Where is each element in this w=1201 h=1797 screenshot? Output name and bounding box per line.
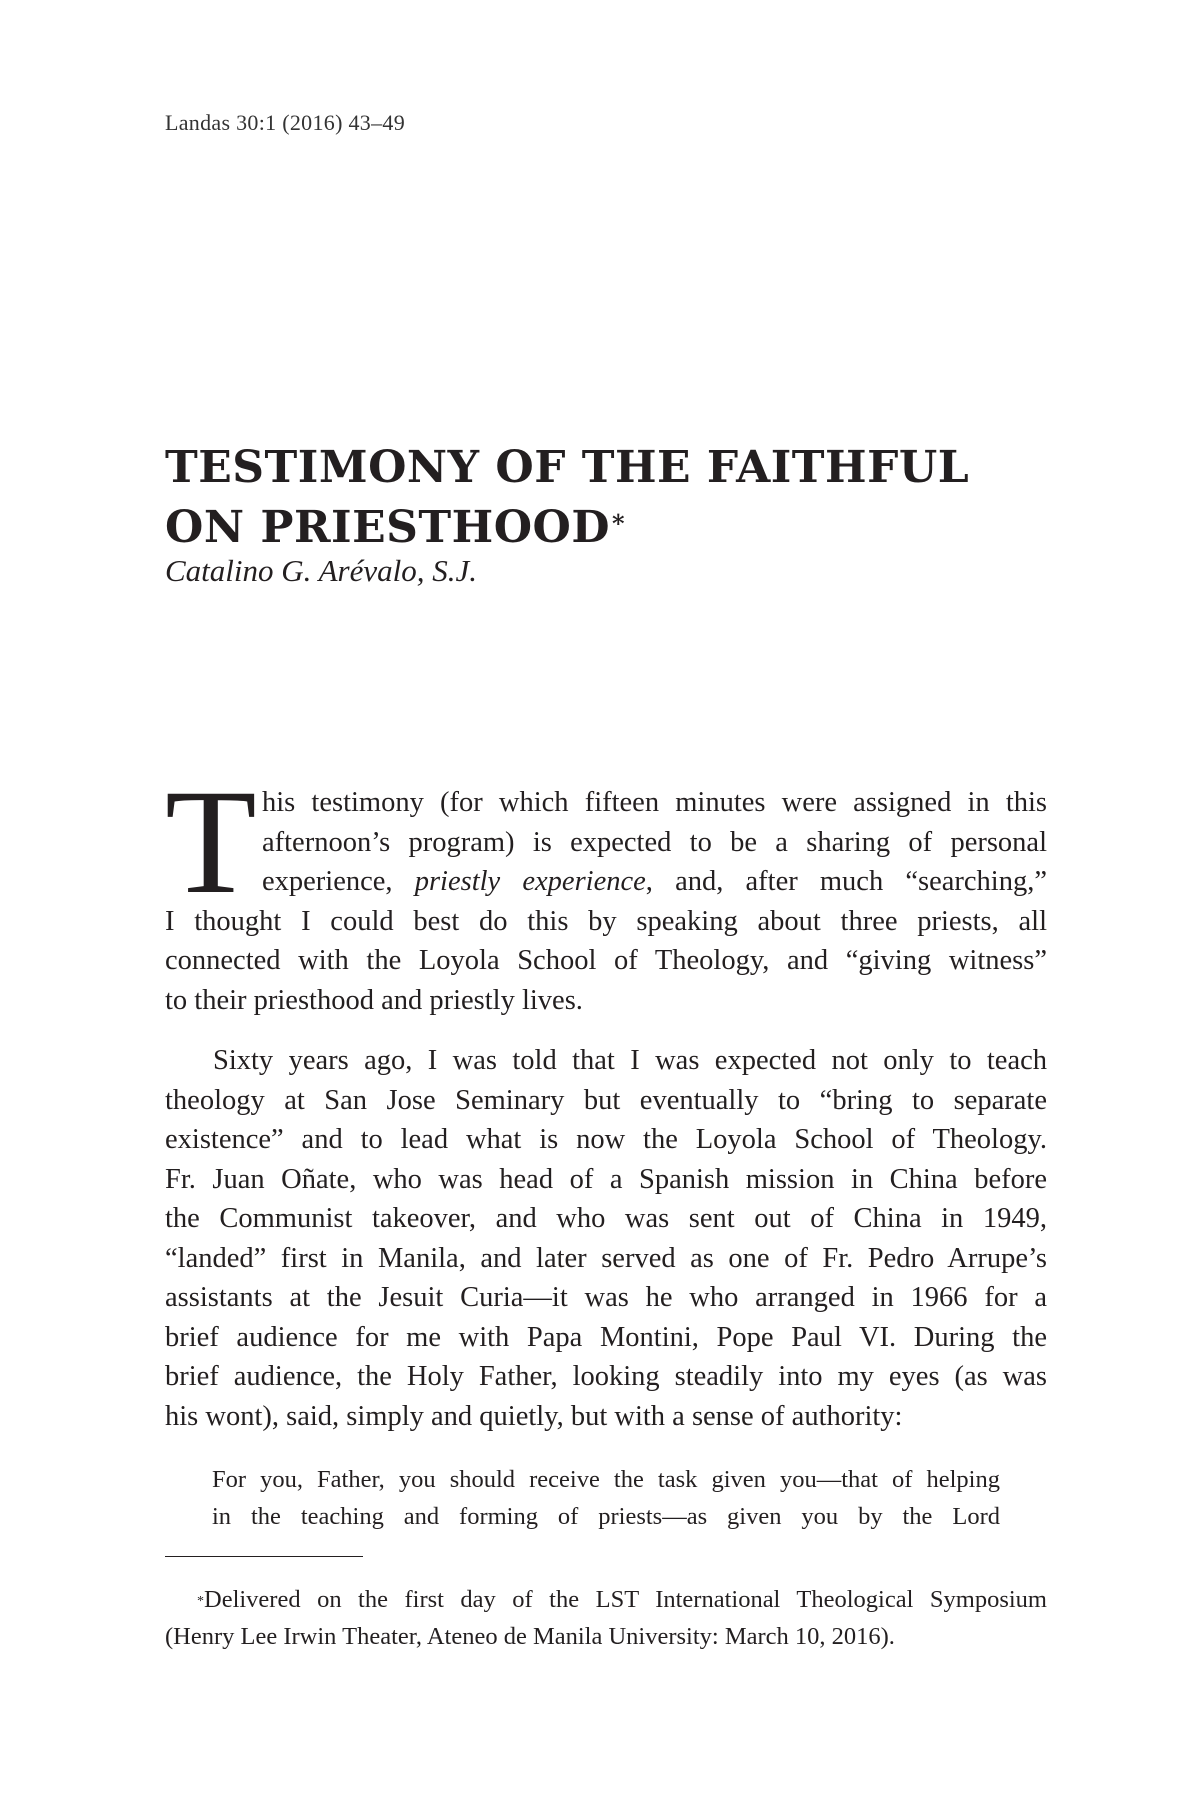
title-footnote-marker: * bbox=[612, 509, 626, 538]
paragraph-2-line: “landed” first in Manila, and later served as one of Fr. Pedro Arrupe’s bbox=[165, 1242, 1047, 1274]
paragraph-2-line: existence” and to lead what is now the Loyola School of Theology. bbox=[165, 1124, 1047, 1155]
paragraph-1-line: afternoon’s program) is expected to be a sharing of personal bbox=[262, 826, 1047, 858]
running-head: Landas 30:1 (2016) 43–49 bbox=[165, 110, 405, 135]
footnote-text: Delivered on the first day of the LST International Theological Symposium bbox=[204, 1586, 1047, 1613]
paragraph-1-text: experience, bbox=[262, 866, 393, 897]
paragraph-2-line: Sixty years ago, I was told that I was expected not only to teach bbox=[213, 1045, 1047, 1076]
footnote-line bbox=[165, 1581, 1047, 1618]
title-line-2 bbox=[165, 498, 1065, 558]
paragraph-2-line: brief audience, the Holy Father, looking steadily into my eyes (as was bbox=[165, 1361, 1047, 1392]
paragraph-1-line: his testimony (for which fifteen minutes were assigned in this bbox=[262, 787, 1047, 818]
emphasis-text: priestly experience bbox=[414, 866, 646, 897]
paragraph-2-line: theology at San Jose Seminary but eventually to “bring to separate bbox=[165, 1084, 1047, 1116]
block-quote bbox=[212, 1461, 1000, 1535]
article-title bbox=[165, 438, 1065, 558]
paragraph-1-line: to their priesthood and priestly lives. bbox=[165, 984, 583, 1016]
footnote-line: (Henry Lee Irwin Theater, Ateneo de Manila University: March 10, 2016). bbox=[165, 1623, 895, 1650]
title-line-2-text: ON PRIESTHOOD bbox=[165, 502, 611, 553]
paragraph-2-line: assistants at the Jesuit Curia—it was he who arranged in 1966 for a bbox=[165, 1282, 1047, 1313]
drop-cap: T bbox=[165, 759, 257, 925]
paragraph-2-line: the Communist takeover, and who was sent out of China in 1949, bbox=[165, 1203, 1047, 1234]
footnote-marker: * bbox=[197, 1594, 204, 1609]
author-byline: Catalino G. Arévalo, S.J. bbox=[165, 553, 477, 588]
paragraph-1-line: connected with the Loyola School of Theology, and “giving witness” bbox=[165, 945, 1047, 976]
paragraph-2-line: brief audience for me with Papa Montini, Pope Paul VI. During the bbox=[165, 1321, 1047, 1353]
footnote bbox=[165, 1581, 1047, 1655]
footnote-divider bbox=[165, 1556, 363, 1557]
paragraph-2-line: Fr. Juan Oñate, who was head of a Spanish mission in China before bbox=[165, 1163, 1047, 1195]
block-quote-line: For you, Father, you should receive the task given you—that of helping bbox=[212, 1466, 1000, 1493]
paragraph-1 bbox=[165, 759, 1047, 1020]
paragraph-1-text: , and, after much “searching,” bbox=[645, 866, 1047, 897]
paragraph-1-line bbox=[262, 862, 1047, 902]
paragraph-2-line: his wont), said, simply and quietly, but with a sense of authority: bbox=[165, 1400, 903, 1432]
paragraph-2 bbox=[165, 1041, 1047, 1436]
paragraph-1-line: I thought I could best do this by speaking about three priests, all bbox=[165, 905, 1047, 937]
title-line-1: TESTIMONY OF THE FAITHFUL bbox=[165, 442, 970, 493]
block-quote-line: in the teaching and forming of priests—as given you by the Lord bbox=[212, 1503, 1000, 1530]
